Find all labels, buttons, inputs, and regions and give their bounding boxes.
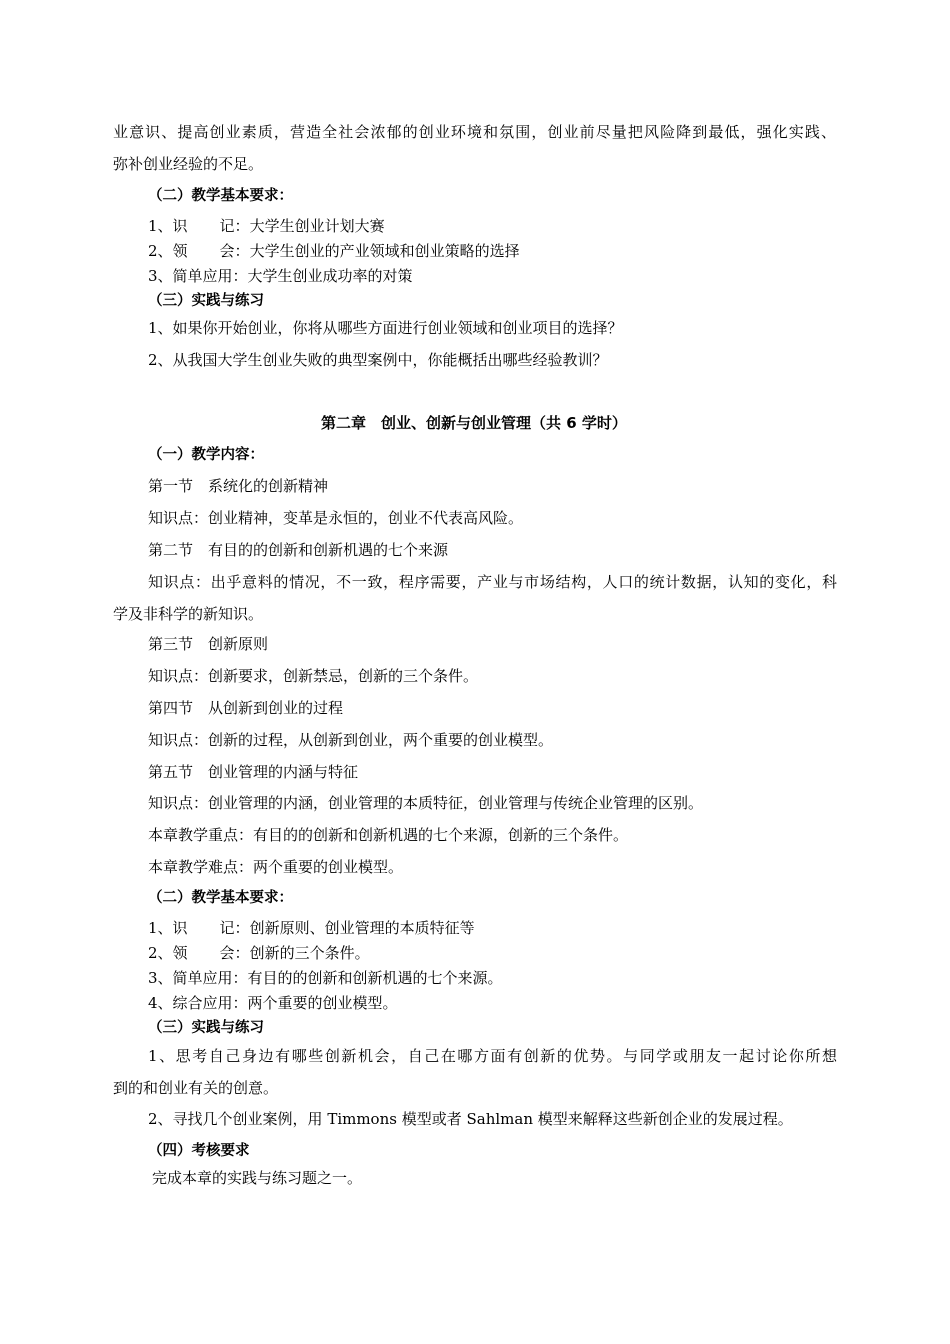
requirement-label: 3、简单应用： xyxy=(148,969,248,987)
requirement-text: 创新原则、创业管理的本质特征等 xyxy=(249,919,475,937)
requirement-item xyxy=(148,241,520,261)
requirement-item xyxy=(148,918,475,938)
requirement-label-suffix: 记： xyxy=(219,217,250,235)
practice-item-line1: 1、思考自己身边有哪些创新机会，自己在哪方面有创新的优势。与同学或朋友一起讨论你所想 xyxy=(148,1047,837,1065)
section-title: 第四节 从创新到创业的过程 xyxy=(148,699,344,717)
requirement-item xyxy=(148,993,398,1013)
requirement-text: 大学生创业计划大赛 xyxy=(249,217,385,235)
paragraph-continuation-line2: 弥补创业经验的不足。 xyxy=(113,155,264,173)
section-title: 第五节 创业管理的内涵与特征 xyxy=(148,763,359,781)
knowledge-points: 知识点：创新的过程，从创新到创业，两个重要的创业模型。 xyxy=(148,731,554,749)
practice-item: 2、寻找几个创业案例，用 Timmons 模型或者 Sahlman 模型来解释这些新创企业的发展过程。 xyxy=(148,1110,793,1128)
requirement-text: 有目的的创新和创新机遇的七个来源。 xyxy=(247,969,503,987)
requirement-label-suffix: 会： xyxy=(219,242,250,260)
practice-item-line2: 到的和创业有关的创意。 xyxy=(113,1079,279,1097)
knowledge-points-line2: 学及非科学的新知识。 xyxy=(113,605,264,623)
section-heading-basic-requirements: （二）教学基本要求： xyxy=(148,188,293,204)
chapter-title: 第二章 创业、创新与创业管理（共 6 学时） xyxy=(321,414,627,432)
section-heading-practice: （三）实践与练习 xyxy=(148,293,264,309)
requirement-label: 2、领 xyxy=(148,242,188,260)
requirement-text: 大学生创业的产业领域和创业策略的选择 xyxy=(249,242,520,260)
requirement-text: 两个重要的创业模型。 xyxy=(247,994,398,1012)
assessment-text: 完成本章的实践与练习题之一。 xyxy=(152,1169,363,1187)
knowledge-points: 知识点：创业精神，变革是永恒的，创业不代表高风险。 xyxy=(148,509,524,527)
practice-item: 1、如果你开始创业，你将从哪些方面进行创业领域和创业项目的选择？ xyxy=(148,319,623,337)
requirement-text: 创新的三个条件。 xyxy=(249,944,370,962)
requirement-item xyxy=(148,943,370,963)
requirement-text: 大学生创业成功率的对策 xyxy=(247,267,413,285)
key-points: 本章教学重点：有目的的创新和创新机遇的七个来源，创新的三个条件。 xyxy=(148,826,629,844)
requirement-item xyxy=(148,216,385,236)
section-heading-assessment: （四）考核要求 xyxy=(148,1143,250,1159)
section-heading-practice: （三）实践与练习 xyxy=(148,1020,264,1036)
difficulties: 本章教学难点：两个重要的创业模型。 xyxy=(148,858,404,876)
requirement-label: 1、识 xyxy=(148,919,188,937)
section-title: 第三节 创新原则 xyxy=(148,635,269,653)
practice-item: 2、从我国大学生创业失败的典型案例中，你能概括出哪些经验教训？ xyxy=(148,351,608,369)
requirement-label: 4、综合应用： xyxy=(148,994,248,1012)
requirement-label: 1、识 xyxy=(148,217,188,235)
knowledge-points-line1: 知识点：出乎意料的情况，不一致，程序需要，产业与市场结构，人口的统计数据，认知的变化，科 xyxy=(148,573,837,591)
requirement-label-suffix: 记： xyxy=(219,919,250,937)
requirement-label: 3、简单应用： xyxy=(148,267,248,285)
paragraph-continuation-line1: 业意识、提高创业素质，营造全社会浓郁的创业环境和氛围，创业前尽量把风险降到最低，强化实践、 xyxy=(113,123,836,141)
section-title: 第二节 有目的的创新和创新机遇的七个来源 xyxy=(148,541,449,559)
knowledge-points: 知识点：创业管理的内涵，创业管理的本质特征，创业管理与传统企业管理的区别。 xyxy=(148,794,704,812)
knowledge-points: 知识点：创新要求，创新禁忌，创新的三个条件。 xyxy=(148,667,479,685)
requirement-label-suffix: 会： xyxy=(219,944,250,962)
section-title: 第一节 系统化的创新精神 xyxy=(148,477,329,495)
section-heading-basic-requirements: （二）教学基本要求： xyxy=(148,890,293,906)
requirement-item xyxy=(148,968,503,988)
section-heading-content: （一）教学内容： xyxy=(148,447,264,463)
requirement-label: 2、领 xyxy=(148,944,188,962)
requirement-item xyxy=(148,266,413,286)
